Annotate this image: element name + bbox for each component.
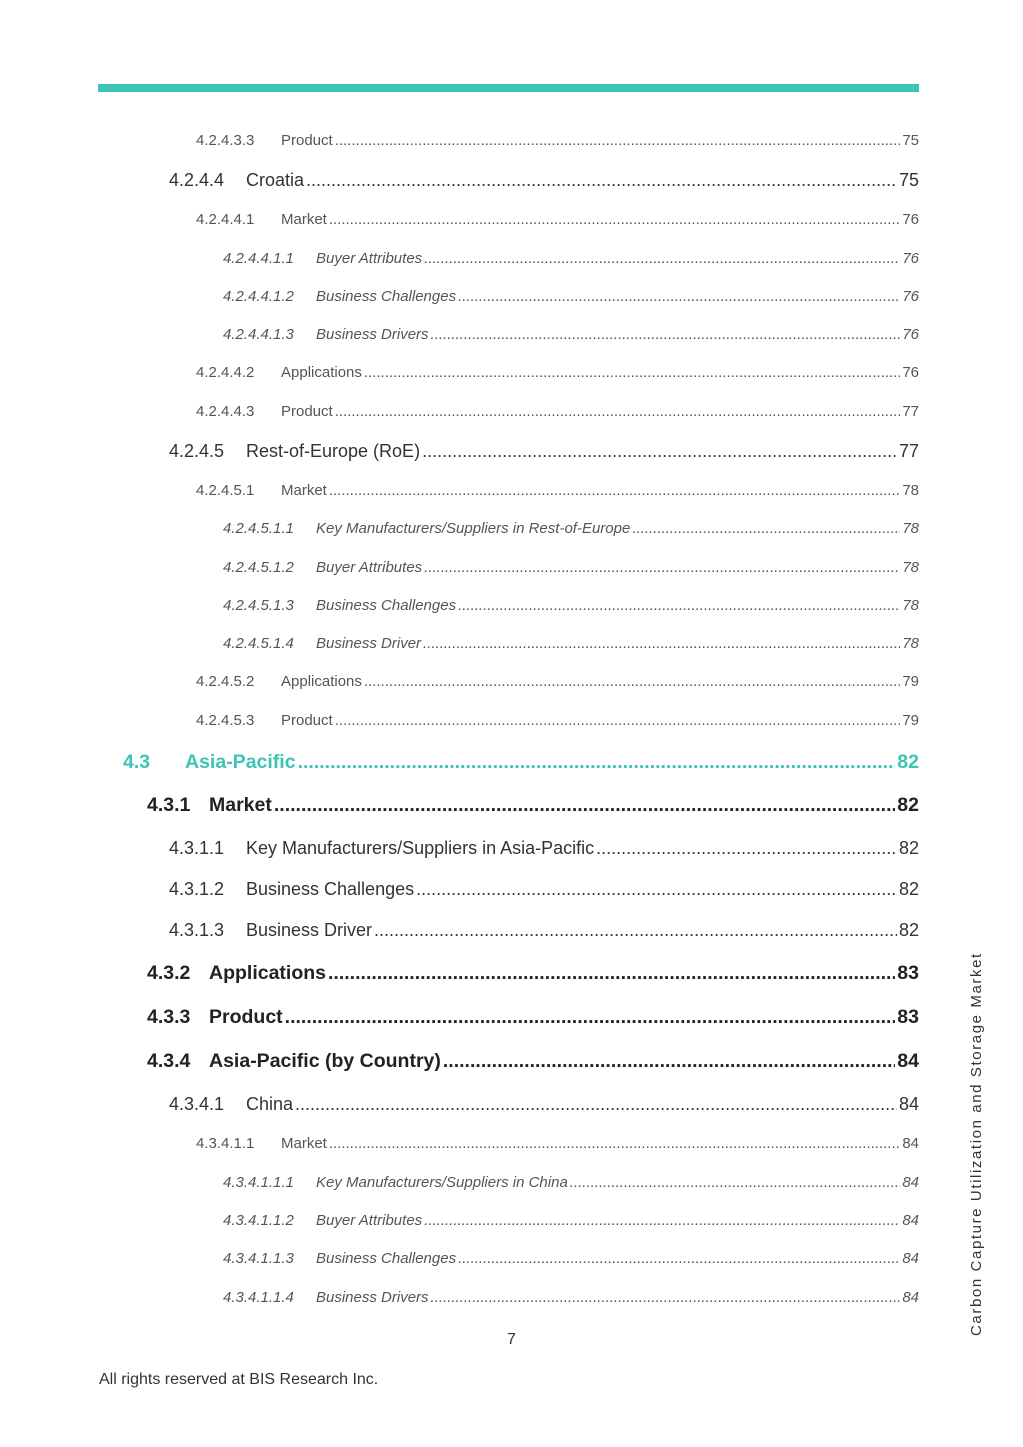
toc-number: 4.2.4.4.1.2: [223, 288, 294, 305]
toc-entry[interactable]: [223, 1289, 919, 1306]
toc-title: Croatia: [246, 170, 305, 190]
toc-number: 4.3.1.1: [169, 838, 225, 858]
toc-title: Product: [281, 712, 333, 729]
page-number: 7: [507, 1331, 516, 1348]
toc-number: 4.2.4.3.3: [196, 132, 255, 149]
toc-number: 4.2.4.4.3: [196, 403, 255, 420]
toc-entry[interactable]: [147, 794, 919, 817]
toc-title: Applications: [281, 673, 362, 690]
toc-number: 4.3.2: [147, 962, 191, 984]
toc-entry[interactable]: [169, 170, 919, 191]
toc-title: Business Challenges: [316, 288, 457, 305]
toc-leader: [329, 211, 900, 228]
toc-leader: [424, 250, 900, 267]
toc-title: Product: [281, 132, 333, 149]
toc-entry[interactable]: [223, 1212, 919, 1229]
toc-leader: [374, 920, 897, 941]
toc-page: 83: [897, 962, 919, 984]
toc-page: 84: [897, 1050, 919, 1072]
toc-number: 4.2.4.5.1.3: [223, 597, 294, 614]
toc-leader: [570, 1174, 901, 1191]
toc-title: Buyer Attributes: [316, 250, 423, 267]
toc-page: 79: [902, 712, 919, 729]
toc-title: Asia-Pacific (by Country): [209, 1050, 441, 1072]
toc-number: 4.3.4.1.1.1: [223, 1174, 294, 1191]
toc-number: 4.3.4.1.1.3: [223, 1250, 294, 1267]
toc-page: 76: [902, 211, 919, 228]
toc-number: 4.3.3: [147, 1006, 191, 1028]
toc-page: 76: [902, 364, 919, 381]
toc-title: Product: [281, 403, 333, 420]
toc-leader: [632, 520, 900, 537]
toc-title: Market: [281, 482, 327, 499]
toc-page: 84: [902, 1289, 919, 1306]
toc-number: 4.3.4.1.1.4: [223, 1289, 294, 1306]
toc-title: Applications: [281, 364, 362, 381]
toc-title: Product: [209, 1006, 283, 1028]
toc-page: 84: [902, 1212, 919, 1229]
toc-number: 4.3.4.1.1: [196, 1135, 255, 1152]
toc-title: Asia-Pacific: [185, 751, 296, 773]
toc-leader: [329, 1135, 900, 1152]
toc-page: 79: [902, 673, 919, 690]
toc-entry[interactable]: [123, 751, 919, 774]
toc-title: Buyer Attributes: [316, 1212, 423, 1229]
toc-page: 84: [902, 1135, 919, 1152]
toc-title: Business Drivers: [316, 326, 429, 343]
toc-title: Business Drivers: [316, 1289, 429, 1306]
toc-number: 4.3.4.1: [169, 1094, 225, 1114]
toc-page: 77: [902, 403, 919, 420]
toc-number: 4.2.4.5.1.2: [223, 559, 294, 576]
toc-leader: [329, 482, 900, 499]
toc-number: 4.2.4.5.1.1: [223, 520, 294, 537]
toc-page: 75: [902, 132, 919, 149]
toc-page: 78: [902, 520, 919, 537]
toc-title: Key Manufacturers/Suppliers in China: [316, 1174, 568, 1191]
toc-title: Key Manufacturers/Suppliers in Rest-of-Europe: [316, 520, 631, 537]
toc-page: 78: [902, 635, 919, 652]
toc-entry[interactable]: [223, 1250, 919, 1267]
toc-leader: [424, 559, 900, 576]
toc-number: 4.2.4.5.1.4: [223, 635, 294, 652]
toc-title: Business Driver: [316, 635, 422, 652]
toc-leader: [424, 1212, 900, 1229]
toc-entry[interactable]: [223, 326, 919, 343]
toc-title: Business Challenges: [316, 597, 457, 614]
toc-leader: [431, 326, 901, 343]
toc-number: 4.3.4.1.1.2: [223, 1212, 294, 1229]
toc-title: Business Driver: [246, 920, 373, 940]
toc-number: 4.2.4.5.3: [196, 712, 255, 729]
toc-entry[interactable]: [196, 673, 919, 690]
toc-number: 4.2.4.4.1: [196, 211, 255, 228]
toc-leader: [458, 288, 900, 305]
toc-entry[interactable]: [196, 712, 919, 729]
toc-entry[interactable]: [169, 920, 919, 941]
toc-entry[interactable]: [223, 250, 919, 267]
toc-entry[interactable]: [169, 879, 919, 900]
toc-entry[interactable]: [196, 403, 919, 420]
toc-page: 76: [902, 326, 919, 343]
toc-title: Key Manufacturers/Suppliers in Asia-Pacific: [246, 838, 595, 858]
toc-leader: [416, 879, 897, 900]
toc-leader: [335, 403, 901, 420]
toc-entry[interactable]: [223, 1174, 919, 1191]
toc-leader: [364, 364, 900, 381]
toc-page: 82: [898, 920, 919, 940]
toc-page: 82: [898, 838, 919, 858]
toc-entry[interactable]: [196, 482, 919, 499]
toc-entry[interactable]: [147, 962, 919, 985]
toc-entry[interactable]: [223, 635, 919, 652]
toc-entry[interactable]: [169, 838, 919, 859]
toc-number: 4.2.4.4.2: [196, 364, 255, 381]
toc-leader: [443, 1050, 895, 1073]
toc-entry[interactable]: [196, 364, 919, 381]
toc-number: 4.3.1: [147, 794, 191, 816]
toc-leader: [364, 673, 900, 690]
toc-page: 82: [898, 879, 919, 899]
toc-page: 78: [902, 559, 919, 576]
toc-page: 84: [902, 1174, 919, 1191]
toc-title: Rest-of-Europe (RoE): [246, 441, 421, 461]
toc-title: Applications: [209, 962, 327, 984]
toc-number: 4.2.4.5.1: [196, 482, 255, 499]
toc-entry[interactable]: [223, 559, 919, 576]
toc-page: 78: [902, 597, 919, 614]
toc-page: 76: [902, 288, 919, 305]
toc-number: 4.3.4: [147, 1050, 191, 1072]
toc-leader: [285, 1006, 896, 1029]
toc-number: 4.2.4.4.1.1: [223, 250, 294, 267]
toc-leader: [295, 1094, 897, 1115]
toc-title: Market: [281, 211, 327, 228]
toc-entry[interactable]: [169, 1094, 919, 1115]
toc-leader: [596, 838, 897, 859]
toc-title: China: [246, 1094, 294, 1114]
toc-leader: [335, 132, 901, 149]
side-report-title: Carbon Capture Utilization and Storage Market: [968, 952, 985, 1336]
toc-number: 4.3.1.2: [169, 879, 225, 899]
toc-number: 4.3: [123, 751, 151, 773]
toc-page: 84: [902, 1250, 919, 1267]
toc-page: 83: [897, 1006, 919, 1028]
toc-entry[interactable]: [223, 597, 919, 614]
toc-entry[interactable]: [147, 1006, 919, 1029]
toc-title: Business Challenges: [316, 1250, 457, 1267]
toc-title: Business Challenges: [246, 879, 415, 899]
toc-page: 84: [898, 1094, 919, 1114]
toc-number: 4.2.4.4.1.3: [223, 326, 294, 343]
toc-leader: [298, 751, 896, 774]
toc-number: 4.2.4.5: [169, 441, 225, 461]
toc-entry[interactable]: [147, 1050, 919, 1073]
toc-leader: [306, 170, 897, 191]
toc-page: 82: [897, 751, 919, 773]
toc-entry[interactable]: [196, 132, 919, 149]
toc-title: Buyer Attributes: [316, 559, 423, 576]
toc-entry[interactable]: [223, 288, 919, 305]
toc-page: 82: [897, 794, 919, 816]
toc-entry[interactable]: [196, 211, 919, 228]
toc-title: Market: [281, 1135, 327, 1152]
toc-leader: [458, 597, 900, 614]
toc-number: 4.3.1.3: [169, 920, 225, 940]
toc-leader: [422, 441, 897, 462]
toc-page: 76: [902, 250, 919, 267]
toc-entry[interactable]: [196, 1135, 919, 1152]
toc-page: 78: [902, 482, 919, 499]
toc-number: 4.2.4.4: [169, 170, 225, 190]
toc-leader: [335, 712, 901, 729]
toc-page: 75: [898, 170, 919, 190]
toc-leader: [328, 962, 895, 985]
toc-page: 77: [898, 441, 919, 461]
toc-leader: [431, 1289, 901, 1306]
toc-title: Market: [209, 794, 272, 816]
copyright-notice: All rights reserved at BIS Research Inc.: [99, 1371, 379, 1388]
toc-leader: [458, 1250, 900, 1267]
toc-entry[interactable]: [169, 441, 919, 462]
toc-number: 4.2.4.5.2: [196, 673, 255, 690]
toc-leader: [423, 635, 900, 652]
toc-entry[interactable]: [223, 520, 919, 537]
toc-leader: [274, 794, 895, 817]
